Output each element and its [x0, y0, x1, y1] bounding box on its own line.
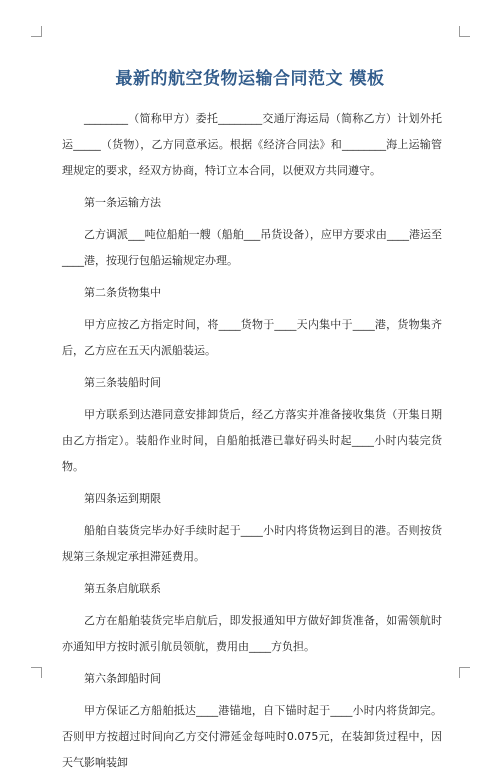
article-4-heading: 第四条运到期限 — [84, 492, 161, 505]
article-5-text: 乙方在船舶装货完毕启航后，即发报通知甲方做好卸货准备，如需领航时亦通知甲方按时派引航员领航，费用由____方负担。 — [62, 614, 442, 653]
document-title: 最新的航空货物运输合同范文 模板 — [115, 69, 385, 89]
article-6-text: 甲方保证乙方船舶抵达____港锚地，自下锚时起于____小时内将货卸完。否则甲方按超过时间向乙方交付滞延金每吨时0.075元，在装卸货过程中，因天气影响装卸 — [62, 704, 442, 769]
crop-mark-top-left — [31, 26, 42, 37]
crop-mark-bottom-right — [459, 667, 470, 678]
crop-mark-top-right — [459, 26, 470, 37]
intro-paragraph: ________（简称甲方）委托________交通厅海运局（简称乙方）计划外托运_____（货物），乙方同意承运。根据《经济合同法》和________海上运输管理规定的要求，经双方协商，特订立本合同，以便双方共同遵守。 — [62, 112, 442, 177]
article-1-text: 乙方调派___吨位船舶一艘（船舶___吊货设备），应甲方要求由____港运至____港，按现行包船运输规定办理。 — [62, 228, 442, 267]
document-body — [62, 106, 442, 782]
article-6-heading: 第六条卸船时间 — [84, 672, 161, 685]
crop-mark-bottom-left — [31, 667, 42, 678]
article-2-text: 甲方应按乙方指定时间，将____货物于____天内集中于____港，货物集齐后，乙方应在五天内派船装运。 — [62, 318, 442, 357]
article-4-text: 船舶自装货完毕办好手续时起于____小时内将货物运到目的港。否则按货规第三条规定承担滞延费用。 — [62, 524, 442, 563]
article-2-heading: 第二条货物集中 — [84, 286, 161, 299]
article-3-heading: 第三条装船时间 — [84, 376, 161, 389]
article-5-heading: 第五条启航联系 — [84, 582, 161, 595]
article-1-heading: 第一条运输方法 — [84, 196, 161, 209]
article-3-text: 甲方联系到达港同意安排卸货后，经乙方落实并准备接收集货（开集日期由乙方指定）。装船作业时间，自船舶抵港已靠好码头时起____小时内装完货物。 — [62, 408, 442, 473]
